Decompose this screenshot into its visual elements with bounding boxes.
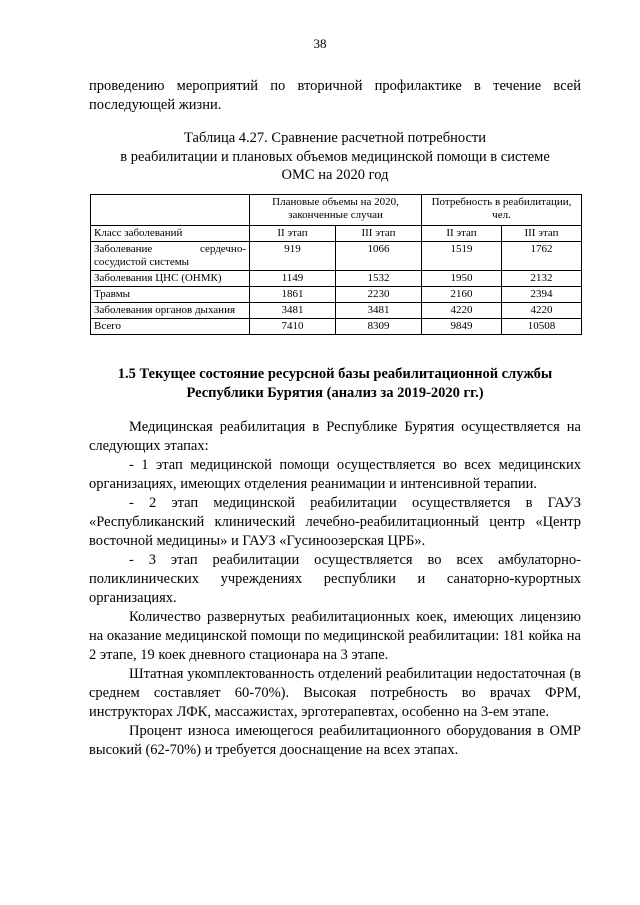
- cell-value: 9849: [422, 319, 502, 335]
- row-name: Травмы: [91, 287, 250, 303]
- cell-value: 1066: [336, 242, 422, 271]
- table-group-header-row: [91, 195, 582, 226]
- cell-value: 1950: [422, 271, 502, 287]
- cell-value: 2394: [502, 287, 582, 303]
- cell-value: 1532: [336, 271, 422, 287]
- section-heading: [89, 365, 581, 403]
- cell-value: 3481: [250, 303, 336, 319]
- section-heading-line-2: Республики Бурятия (анализ за 2019-2020 гг.): [186, 385, 484, 401]
- column-header-stage2-need: II этап: [422, 226, 502, 242]
- row-name: Заболевания органов дыхания: [91, 303, 250, 319]
- page-number: 38: [313, 36, 327, 51]
- cell-value: 8309: [336, 319, 422, 335]
- table-row-total: [91, 319, 582, 335]
- group-header-need: Потребность в реабилитации, чел.: [422, 195, 582, 226]
- body-paragraph: Медицинская реабилитация в Республике Бурятия осуществляется на следующих этапах:: [89, 419, 581, 454]
- cell-value: 1149: [250, 271, 336, 287]
- table-empty-corner: [91, 195, 250, 226]
- intro-paragraph: проведению мероприятий по вторичной профилактике в течение всей последующей жизни.: [89, 78, 581, 113]
- body-paragraph: Количество развернутых реабилитационных коек, имеющих лицензию на оказание медицинской помощи по медицинской реабилитации: 181 койка на 2 этапе, 19 коек дневного стационара на 3 этапе.: [89, 609, 581, 663]
- caption-line-2: в реабилитации и плановых объемов медицинской помощи в системе: [120, 148, 550, 165]
- row-name: Заболевание сердечно-сосудистой системы: [91, 242, 250, 271]
- cell-value: 2230: [336, 287, 422, 303]
- row-name: Всего: [91, 319, 250, 335]
- table-row: [91, 303, 582, 319]
- body-paragraph: - 2 этап медицинской реабилитации осуществляется в ГАУЗ «Республиканский клинический лечебно-реабилитационный центр «Центр восточной медицины» и ГАУЗ «Гусиноозерская ЦРБ».: [89, 495, 581, 549]
- row-name: Заболевания ЦНС (ОНМК): [91, 271, 250, 287]
- cell-value: 2132: [502, 271, 582, 287]
- cell-value: 1519: [422, 242, 502, 271]
- section-body: [89, 418, 581, 760]
- cell-value: 3481: [336, 303, 422, 319]
- table-row: [91, 287, 582, 303]
- caption-line-3: ОМС на 2020 год: [281, 167, 389, 183]
- cell-value: 4220: [422, 303, 502, 319]
- caption-line-1: Таблица 4.27. Сравнение расчетной потребности: [184, 130, 486, 146]
- group-header-planned: Плановые объемы на 2020, законченные случаи: [250, 195, 422, 226]
- body-paragraph: Штатная укомплектованность отделений реабилитации недостаточная (в среднем составляет 60-70%). Высокая потребность во врачах ФРМ, инструкторах ЛФК, массажистах, эрготерапевтах, особенно на 3-ем этапе.: [89, 666, 581, 720]
- column-header-stage3-planned: III этап: [336, 226, 422, 242]
- cell-value: 7410: [250, 319, 336, 335]
- cell-value: 4220: [502, 303, 582, 319]
- section-heading-line-1: 1.5 Текущее состояние ресурсной базы реабилитационной службы: [117, 366, 553, 382]
- cell-value: 919: [250, 242, 336, 271]
- comparison-table: [90, 194, 582, 335]
- body-paragraph: Процент износа имеющегося реабилитационного оборудования в ОМР высокий (62-70%) и требуется дооснащение на всех этапах.: [89, 723, 581, 758]
- table-row: [91, 242, 582, 271]
- body-paragraph: - 3 этап реабилитации осуществляется во всех амбулаторно-поликлинических учреждениях республики и санаторно-курортных организациях.: [89, 552, 581, 606]
- body-paragraph: - 1 этап медицинской помощи осуществляется во всех медицинских организациях, имеющих отделения реанимации и интенсивной терапии.: [89, 457, 581, 492]
- cell-value: 1762: [502, 242, 582, 271]
- column-header-class: Класс заболеваний: [91, 226, 250, 242]
- column-header-stage3-need: III этап: [502, 226, 582, 242]
- table-row: [91, 271, 582, 287]
- table-caption: [89, 129, 581, 185]
- column-header-stage2-planned: II этап: [250, 226, 336, 242]
- cell-value: 1861: [250, 287, 336, 303]
- cell-value: 10508: [502, 319, 582, 335]
- table-column-header-row: [91, 226, 582, 242]
- cell-value: 2160: [422, 287, 502, 303]
